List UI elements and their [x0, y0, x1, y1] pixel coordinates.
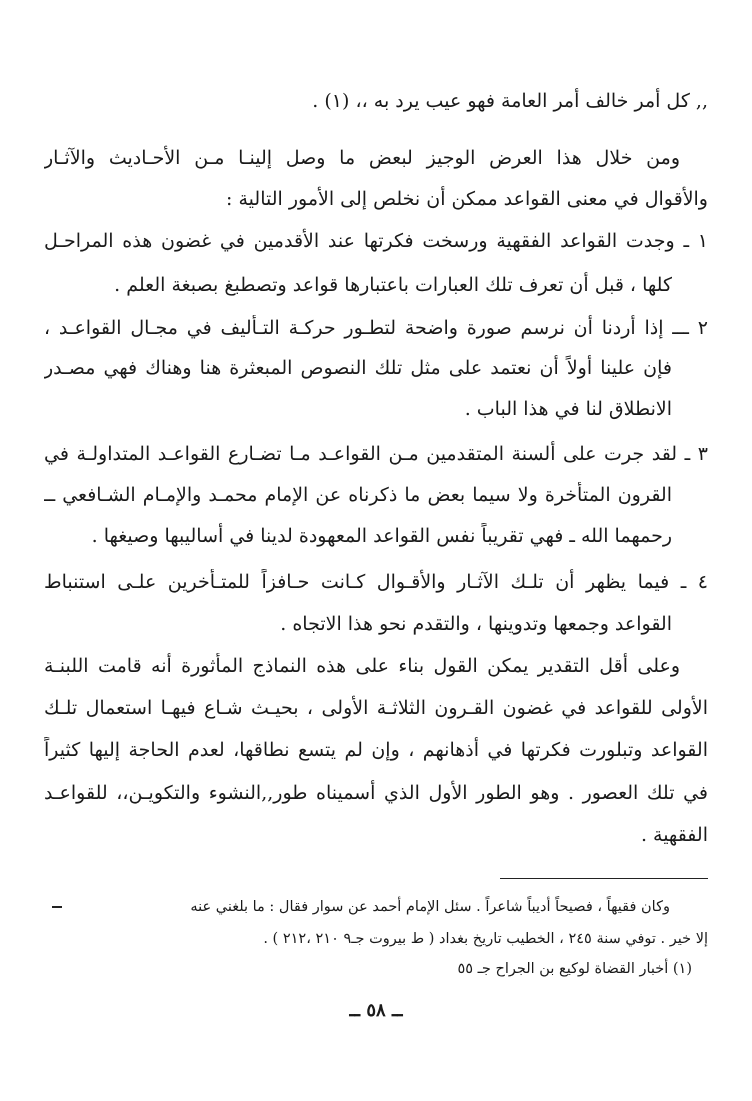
text-line: القواعد وتبلورت فكرتها في أذهانهم ، وإن لم يتسع نطاقها، لعدم الحاجة إليها كثيراً	[44, 739, 708, 761]
footnote-line: وكان فقيهاً ، فصيحاً أديباً شاعراً . سئل الإمام أحمد عن سوار فقال : ما بلغني عنه	[190, 899, 670, 915]
text-line: الانطلاق لنا في هذا الباب .	[464, 398, 672, 420]
text-line: ومن خلال هذا العرض الوجيز لبعض ما وصل إلينـا مـن الأحـاديث والآثـار	[44, 147, 680, 169]
text-line: في تلك العصور . وهو الطور الأول الذي أسميناه طور,,النشوء والتكويـن،، للقواعـد	[44, 782, 708, 804]
text-line: فإن علينا أولاً أن نعتمد على مثل تلك النصوص المبعثرة هنا وهناك فهي مصـدر	[44, 357, 672, 379]
list-item-3: ٣ ـ لقد جرت على ألسنة المتقدمين مـن القواعـد مـا تضـارع القواعـد المتداولـة في	[44, 443, 708, 465]
footnote-separator	[500, 878, 708, 879]
list-item-2: ٢ ـــ إذا أردنا أن نرسم صورة واضحة لتطـور حركـة التـأليف في مجـال القواعـد ،	[44, 317, 708, 339]
text-line: الفقهية .	[640, 824, 708, 846]
list-item-1: ١ ـ وجدت القواعد الفقهية ورسخت فكرتها عند الأقدمين في غضون هذه المراحـل	[44, 230, 708, 252]
text-line: والأقوال في معنى القواعد ممكن أن نخلص إلى الأمور التالية :	[226, 188, 708, 210]
text-line: القواعد وجمعها وتدوينها ، والتقدم نحو هذا الاتجاه .	[280, 613, 672, 635]
page-number: ــ ٥٨ ــ	[349, 1000, 403, 1021]
footnote-line: (١) أخبار القضاة لوكيع بن الجراح جـ ٥٥	[457, 961, 692, 977]
text-line: ,, كل أمر خالف أمر العامة فهو عيب يرد به ،، (١) .	[312, 90, 708, 112]
text-line: كلها ، قبل أن تعرف تلك العبارات باعتبارها قواعد وتصطبغ بصبغة العلم .	[114, 274, 672, 296]
text-line: الأولى للقواعد في غضون القـرون الثلاثـة الأولى ، بحيـث شـاع فيهـا استعمال تلـك	[44, 697, 708, 719]
text-line: وعلى أقل التقدير يمكن القول بناء على هذه النماذج المأثورة أنه قامت اللبنـة	[44, 655, 680, 677]
text-line: رحمهما الله ـ فهي تقريباً نفس القواعد المعهودة لدينا في أساليبها وصيغها .	[91, 525, 672, 547]
footnote-line: إلا خير . توفي سنة ٢٤٥ ، الخطيب تاريخ بغداد ( ط بيروت جـ٩ ٢١٠ ،٢١٢ ) .	[263, 931, 708, 947]
list-item-4: ٤ ـ فيما يظهر أن تلـك الآثـار والأقـوال كـانت حـافزاً للمتـأخرين علـى استنباط	[44, 571, 708, 593]
text-line: القرون المتأخرة ولا سيما بعض ما ذكرناه عن الإمام محمـد والإمـام الشـافعي ــ	[44, 484, 672, 506]
